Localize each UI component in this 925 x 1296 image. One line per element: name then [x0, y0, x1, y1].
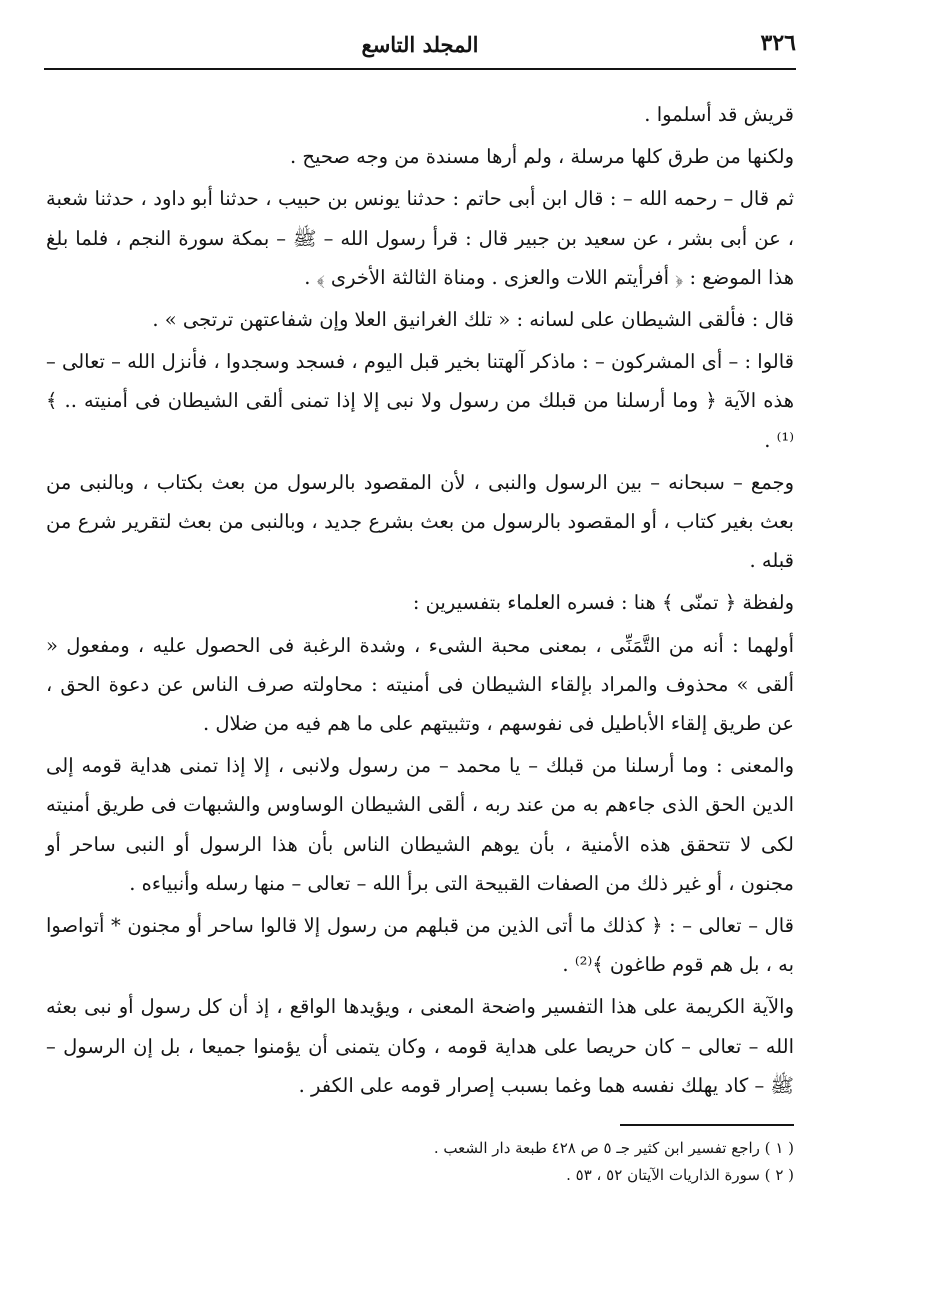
- footnotes: [46, 1135, 794, 1189]
- paragraph: وجمع – سبحانه – بين الرسول والنبى ، لأن المقصود بالرسول من بعث بكتاب ، وبالنبى من بعث بغير كتاب ، أو المقصود بالرسول من بعث بشرع جديد ، وبالنبى من بعث لتقرير شرع من قبله .: [46, 470, 794, 573]
- paragraph: والآية الكريمة على هذا التفسير واضحة المعنى ، ويؤيدها الواقع ، إذ أن كل رسول أو نبى بعثه الله – تعالى – كان حريصا على هداية قومه ، وكان يتمنى أن يؤمنوا جميعا ، بل إن الرسول – ﷺ – كاد يهلك نفسه هما وغما بسبب إصرار قومه على الكفر .: [46, 995, 794, 1097]
- paragraph: قالوا : – أى المشركون – : ماذكر آلهتنا بخير قبل اليوم ، فسجد وسجدوا ، فأنزل الله – تعالى – هذه الآية ﴿ وما أرسلنا من قبلك من رسول ولا نبى إلا إذا تمنى ألقى الشيطان فى أمنيته .. ﴾⁽¹⁾ .: [46, 350, 794, 452]
- page-number: ٣٢٦: [760, 30, 796, 56]
- footnote: ( ٢ ) سورة الذاريات الآيتان ٥٢ ، ٥٣ .: [566, 1166, 794, 1184]
- paragraph: ثم قال – رحمه الله – : قال ابن أبى حاتم : حدثنا يونس بن حبيب ، حدثنا أبو داود ، حدثنا شعبة ، عن أبى بشر ، عن سعيد بن جبير قال : قرأ رسول الله – ﷺ – بمكة سورة النجم ، فلما بلغ هذا الموضع : ﴿ أفرأيتم اللات والعزى . ومناة الثالثة الأخرى ﴾ .: [46, 187, 794, 289]
- paragraph: والمعنى : وما أرسلنا من قبلك – يا محمد – من رسول ولانبى ، إلا إذا تمنى هداية قومه إلى الدين الحق الذى جاءهم به من عند ربه ، ألقى الشيطان الوساوس والشبهات فى طريق أمنيته لكى لا تتحقق هذه الأمنية ، بأن يوهم الشيطان الناس بأن هذا الرسول أو النبى ساحر أو مجنون ، أو غير ذلك من الصفات القبيحة التى برأ الله – تعالى – منها رسله وأنبياءه .: [46, 754, 794, 895]
- paragraph: قال : فألقى الشيطان على لسانه : « تلك الغرانيق العلا وإن شفاعتهن ترتجى » .: [152, 308, 794, 332]
- running-title: المجلد التاسع: [361, 32, 479, 57]
- main-text: [46, 95, 794, 1108]
- footnote: ( ١ ) راجع تفسير ابن كثير جـ ٥ ص ٤٢٨ طبعة دار الشعب .: [433, 1139, 794, 1157]
- footnote-divider: [620, 1124, 794, 1126]
- paragraph: قريش قد أسلموا .: [644, 103, 794, 126]
- paragraph: ولفظة ﴿ تمنّى ﴾ هنا : فسره العلماء بتفسيرين :: [412, 591, 794, 615]
- paragraph: ولكنها من طرق كلها مرسلة ، ولم أرها مسندة من وجه صحيح .: [289, 145, 794, 169]
- page-header: [44, 30, 796, 66]
- header-divider: [44, 68, 796, 70]
- paragraph: قال – تعالى – : ﴿ كذلك ما أتى الذين من قبلهم من رسول إلا قالوا ساحر أو مجنون * أتواصوا به ، بل هم قوم طاغون ﴾⁽²⁾ .: [46, 914, 794, 977]
- paragraph: أولهما : أنه من التَّمَنِّى ، بمعنى محبة الشىء ، وشدة الرغبة فى الحصول عليه ، ومفعول « ألقى » محذوف والمراد بإلقاء الشيطان فى أمنيته : محاولته صرف الناس عن دعوة الحق ، عن طريق إلقاء الأباطيل فى نفوسهم ، وتثبيتهم على ما هم فيه من ضلال .: [46, 633, 794, 736]
